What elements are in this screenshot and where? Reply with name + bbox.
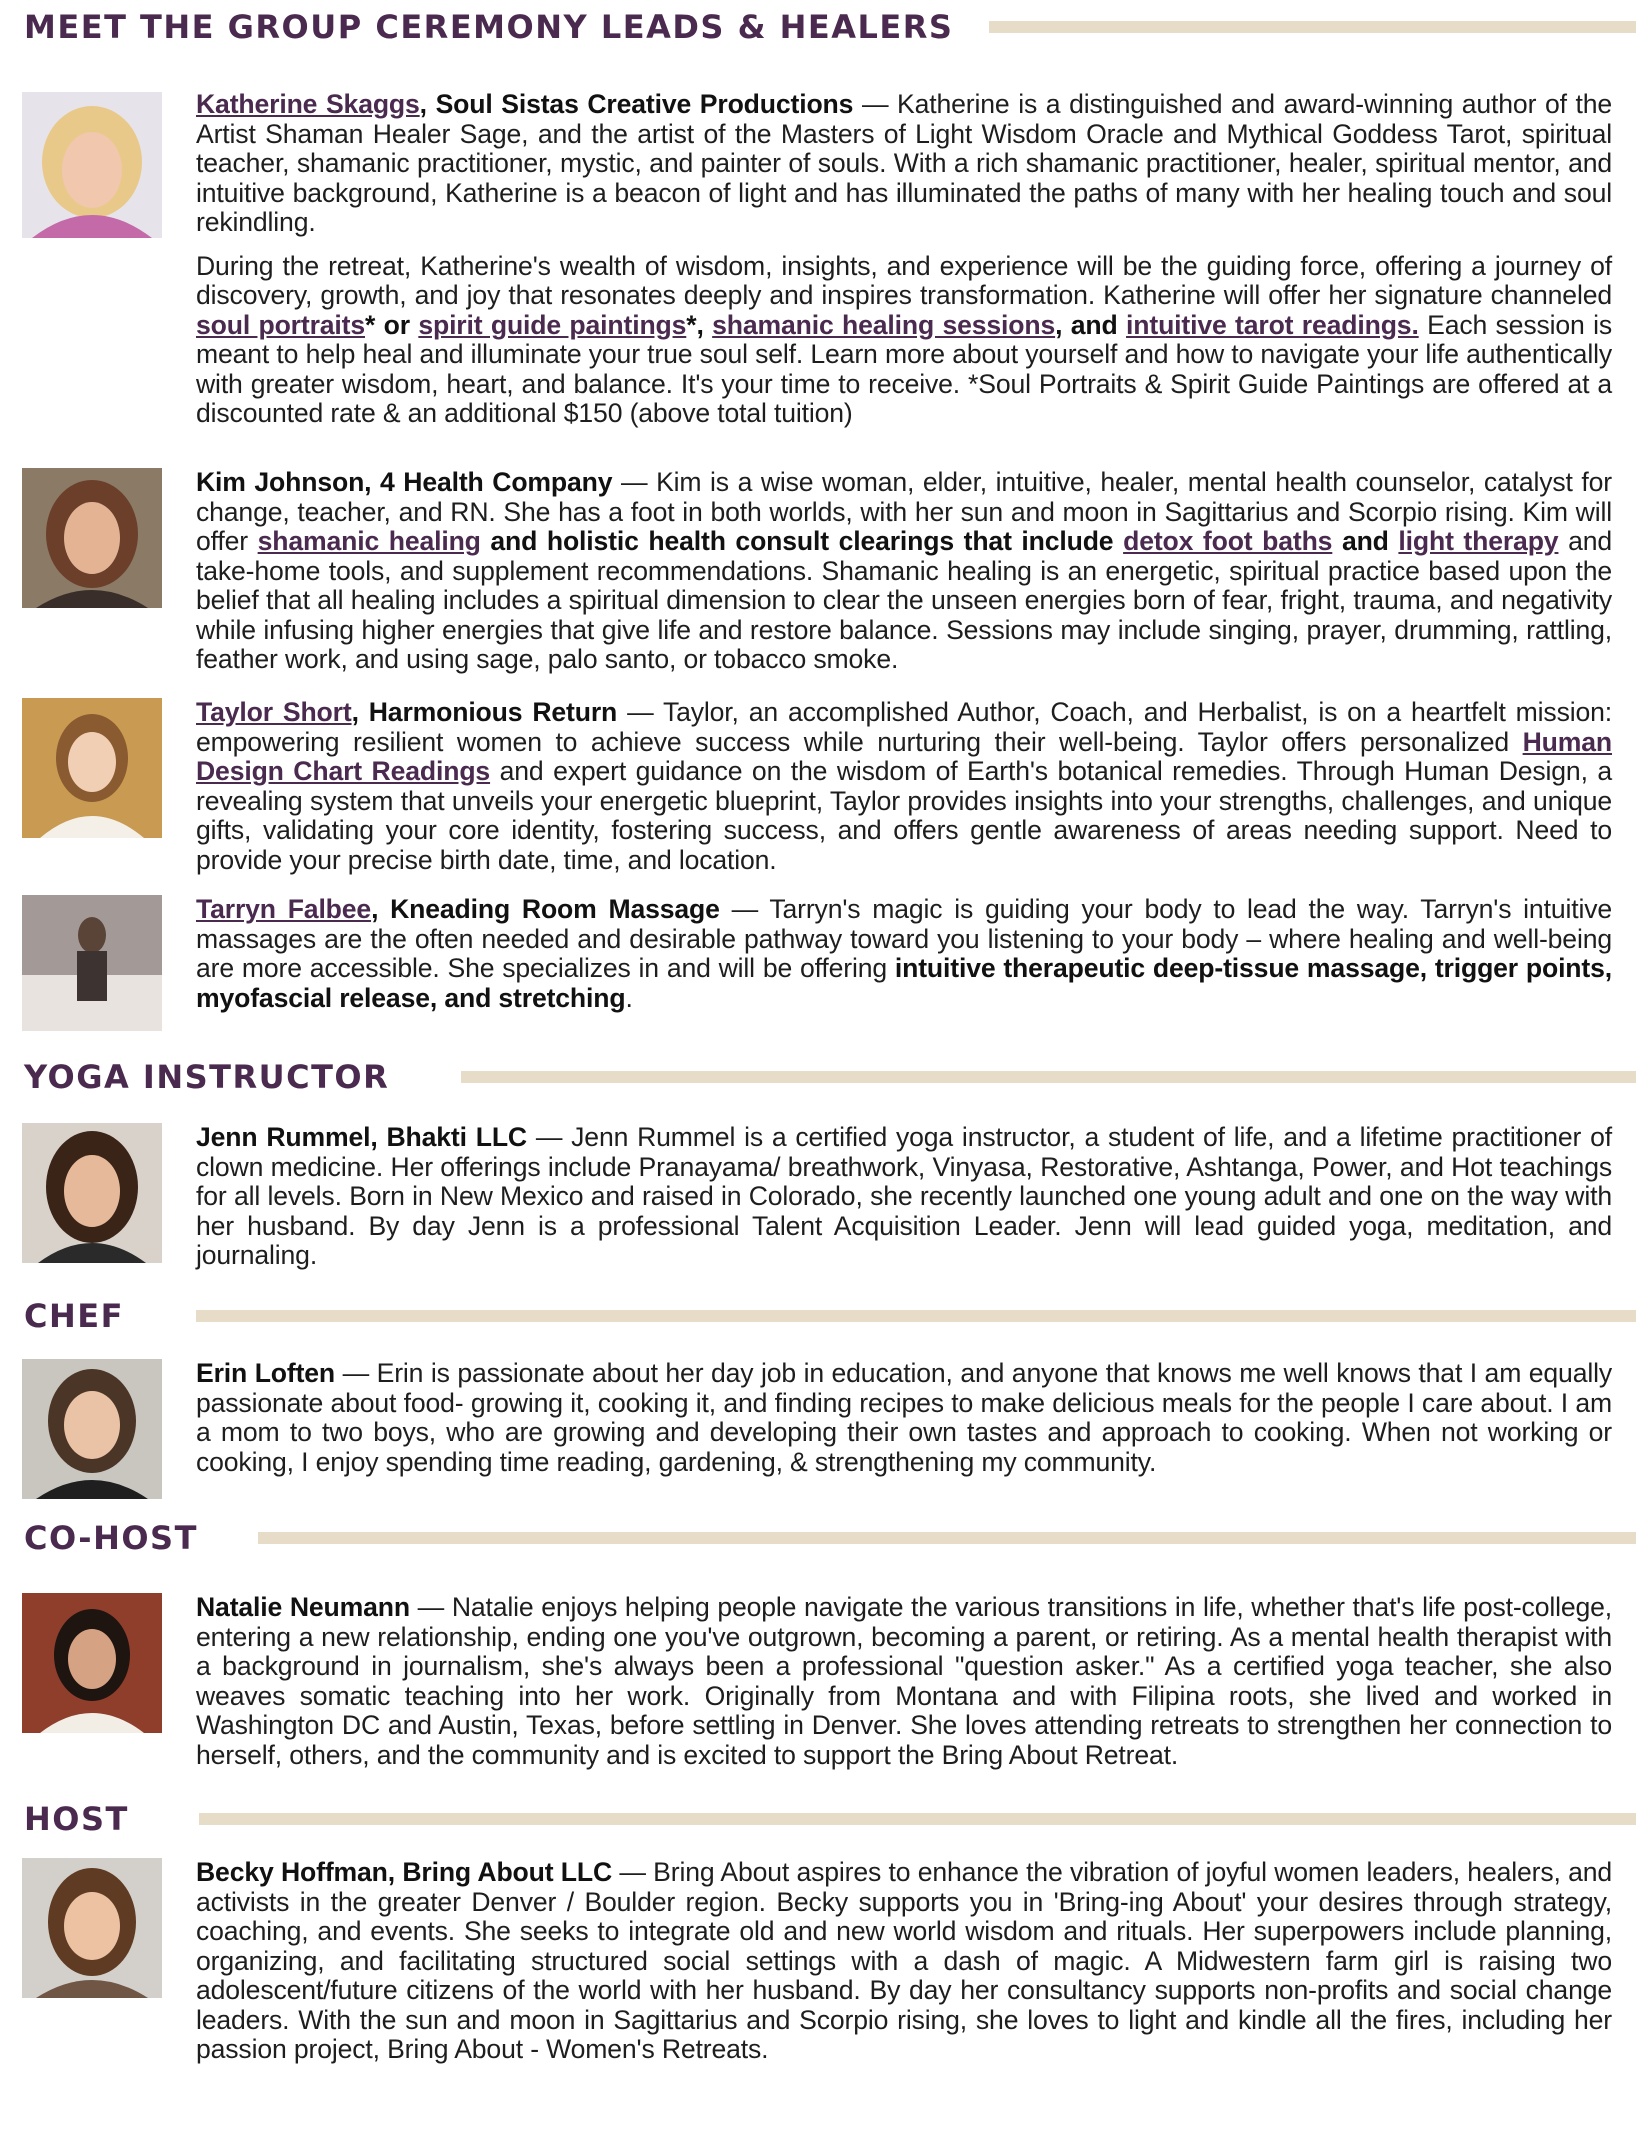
section-divider xyxy=(196,1310,1636,1322)
emphasis-text: and xyxy=(1332,526,1399,556)
bio-entry-kim xyxy=(22,468,1612,675)
portrait-kim xyxy=(22,468,162,608)
section-title: MEET THE GROUP CEREMONY LEADS & HEALERS xyxy=(24,8,954,46)
link-shamanic-healing[interactable]: shamanic healing xyxy=(257,526,481,556)
section-header-yoga xyxy=(24,1058,1636,1096)
organization-name: Soul Sistas Creative Productions xyxy=(426,89,854,119)
connector-text: , and xyxy=(1055,309,1127,340)
bio-entry-natalie xyxy=(22,1593,1612,1770)
period: . xyxy=(625,982,633,1013)
bio-paragraph: — Tarryn's magic is guiding your body to lead the way. Tarryn's intuitive massages are the often needed and desirable pathway toward you listening to your body – where healing and well-being are more accessible. She specializes in and will be offering xyxy=(196,894,1612,983)
bio-text xyxy=(196,468,1612,675)
bio-paragraph: Each session is meant to help heal and illuminate your true soul self. Learn more about yourself and how to navigate your life authentically with greater wisdom, heart, and balance. It's your time to receive. *Soul Portraits & Spirit Guide Paintings are offered at a discounted rate & an additional $150 (above total tuition) xyxy=(196,309,1612,428)
section-divider xyxy=(199,1813,1636,1825)
section-divider xyxy=(989,21,1636,33)
section-title: CO-HOST xyxy=(24,1519,198,1557)
link-human-design-chart-readings[interactable]: Human Design Chart Readings xyxy=(196,726,1612,786)
section-title: HOST xyxy=(24,1800,129,1838)
bio-paragraph: — Katherine is a distinguished and award-winning author of the Artist Shaman Healer Sage, and the artist of the Masters of Light Wisdom Oracle and Mythical Goddess Tarot, spiritual teacher, shamanic practitioner, mystic, and painter of souls. With a rich shamanic practitioner, healer, spiritual mentor, and intuitive background, Katherine is a beacon of light and has illuminated the paths of many with her healing touch and soul rekindling. xyxy=(196,89,1612,237)
bio-entry-jenn xyxy=(22,1123,1612,1271)
bio-paragraph: and expert guidance on the wisdom of Earth's botanical remedies. Through Human Design, a revealing system that unveils your energetic blueprint, Taylor provides insights into your strengths, challenges, and unique gifts, validating your core identity, fostering success, and offers gentle awareness of areas needing support. Need to provide your precise birth date, time, and location. xyxy=(196,756,1612,875)
comma: , xyxy=(419,89,427,119)
service-list: intuitive therapeutic deep-tissue massage, trigger points, myofascial release, and stretching xyxy=(196,953,1612,1013)
bio-paragraph: — Erin is passionate about her day job in education, and anyone that knows me well knows that I am equally passionate about food- growing it, cooking it, and finding recipes to make delicious meals for the people I care about. I am a mom to two boys, who are growing and developing their own tastes and approach to cooking. When not working or cooking, I enjoy spending time reading, gardening, & strengthening my community. xyxy=(196,1358,1612,1477)
portrait-erin xyxy=(22,1359,162,1499)
portrait-photo xyxy=(22,1593,162,1733)
portrait-photo xyxy=(22,1359,162,1499)
bio-entry-tarryn xyxy=(22,895,1612,1013)
bio-entry-taylor xyxy=(22,698,1612,875)
portrait-photo xyxy=(22,1123,162,1263)
bio-paragraph: — Bring About aspires to enhance the vibration of joyful women leaders, healers, and activists in the greater Denver / Boulder region. Becky supports you in 'Bring-ing About' your desires through strategy, coaching, and events. She seeks to integrate old and new world wisdom and rituals. Her superpowers include planning, organizing, and facilitating structured social settings with a dash of magic. A Midwestern farm girl is raising two adolescent/future citizens of the world with her husband. By day her consultancy supports non-profits and social change leaders. With the sun and moon in Sagittarius and Scorpio rising, she loves to light and kindle all the fires, including her passion project, Bring About - Women's Retreats. xyxy=(196,1857,1612,2064)
connector-text: *, xyxy=(686,309,713,340)
bio-text xyxy=(196,1123,1612,1271)
portrait-photo xyxy=(22,698,162,838)
name-link-katherine-skaggs[interactable]: Katherine Skaggs xyxy=(196,89,420,119)
portrait-photo xyxy=(22,1858,162,1998)
section-header-cohost xyxy=(24,1519,1636,1557)
person-name: Natalie Neumann xyxy=(196,1592,410,1622)
bio-paragraph: — Natalie enjoys helping people navigate the various transitions in life, whether that's life post-college, entering a new relationship, ending one you've outgrown, becoming a parent, or retiring. As a mental health therapist with a background in journalism, she's always been a professional "question asker." As a certified yoga teacher, she also weaves somatic teaching into her work. Originally from Montana and with Filipina roots, she lived and worked in Washington DC and Austin, Texas, before settling in Denver. She loves attending retreats to strengthen her connection to herself, others, and the community and is excited to support the Bring About Retreat. xyxy=(196,1592,1613,1770)
bio-paragraph: During the retreat, Katherine's wealth of wisdom, insights, and experience will be the guiding force, offering a journey of discovery, growth, and joy that resonates deeply and inspires transformation. Katherine will offer her signature channeled xyxy=(196,250,1612,310)
section-header-leads xyxy=(24,8,1636,46)
person-name: Erin Loften xyxy=(196,1358,336,1388)
connector-text: * or xyxy=(365,309,419,340)
portrait-tarryn xyxy=(22,895,162,1031)
organization-name: , Kneading Room Massage xyxy=(371,894,720,924)
bio-text xyxy=(196,90,1612,429)
name-and-organization: Kim Johnson, 4 Health Company xyxy=(196,467,613,497)
bio-entry-erin xyxy=(22,1359,1612,1477)
link-shamanic-healing-sessions[interactable]: shamanic healing sessions xyxy=(712,309,1056,340)
link-soul-portraits[interactable]: soul portraits xyxy=(196,309,365,340)
bio-text xyxy=(196,895,1612,1013)
organization-name: , Harmonious Return xyxy=(351,697,618,727)
bio-text xyxy=(196,1359,1612,1477)
name-link-taylor-short[interactable]: Taylor Short xyxy=(196,697,352,727)
section-title: CHEF xyxy=(24,1297,124,1335)
bio-text xyxy=(196,1858,1612,2065)
portrait-photo xyxy=(22,92,162,238)
portrait-photo xyxy=(22,895,162,1031)
portrait-katherine xyxy=(22,92,162,238)
link-intuitive-tarot-readings[interactable]: intuitive tarot readings. xyxy=(1126,309,1419,340)
portrait-taylor xyxy=(22,698,162,838)
section-divider xyxy=(461,1071,1636,1083)
bio-paragraph: and take-home tools, and supplement recommendations. Shamanic healing is an energetic, spiritual practice based upon the belief that all healing includes a spiritual dimension to clear the unseen energies born of fear, fright, trauma, and negativity while infusing higher energies that give life and restore balance. Sessions may include singing, prayer, drumming, rattling, feather work, and using sage, palo santo, or tobacco smoke. xyxy=(196,526,1612,674)
portrait-jenn xyxy=(22,1123,162,1263)
name-and-organization: Becky Hoffman, Bring About LLC xyxy=(196,1857,613,1887)
bio-entry-katherine xyxy=(22,90,1612,429)
bio-text xyxy=(196,698,1612,875)
bio-paragraph: — Jenn Rummel is a certified yoga instructor, a student of life, and a lifetime practitioner of clown medicine. Her offerings include Pranayama/ breathwork, Vinyasa, Restorative, Ashtanga, Power, and Hot teachings for all levels. Born in New Mexico and raised in Colorado, she recently launched one young adult and one on the way with her husband. By day Jenn is a professional Talent Acquisition Leader. Jenn will lead guided yoga, meditation, and journaling. xyxy=(196,1122,1612,1270)
link-light-therapy[interactable]: light therapy xyxy=(1398,526,1559,556)
emphasis-text: and holistic health consult clearings that include xyxy=(480,526,1124,556)
bio-entry-becky xyxy=(22,1858,1612,2065)
bio-paragraph: — Taylor, an accomplished Author, Coach, and Herbalist, is on a heartfelt mission: empowering resilient women to achieve success while nurturing their well-being. Taylor offers personalized xyxy=(196,697,1612,757)
link-detox-foot-baths[interactable]: detox foot baths xyxy=(1123,526,1333,556)
section-divider xyxy=(258,1532,1636,1544)
portrait-natalie xyxy=(22,1593,162,1733)
name-link-tarryn-falbee[interactable]: Tarryn Falbee xyxy=(196,894,372,924)
portrait-photo xyxy=(22,468,162,608)
portrait-becky xyxy=(22,1858,162,1998)
link-spirit-guide-paintings[interactable]: spirit guide paintings xyxy=(418,309,687,340)
section-header-host xyxy=(24,1800,1636,1838)
section-header-chef xyxy=(24,1297,1636,1335)
section-title: YOGA INSTRUCTOR xyxy=(24,1058,390,1096)
name-and-organization: Jenn Rummel, Bhakti LLC xyxy=(196,1122,527,1152)
bio-paragraph: — Kim is a wise woman, elder, intuitive, healer, mental health counselor, catalyst for change, teacher, and RN. She has a foot in both worlds, with her sun and moon in Sagittarius and Scorpio rising. Kim will offer xyxy=(196,467,1612,556)
bio-text xyxy=(196,1593,1612,1770)
